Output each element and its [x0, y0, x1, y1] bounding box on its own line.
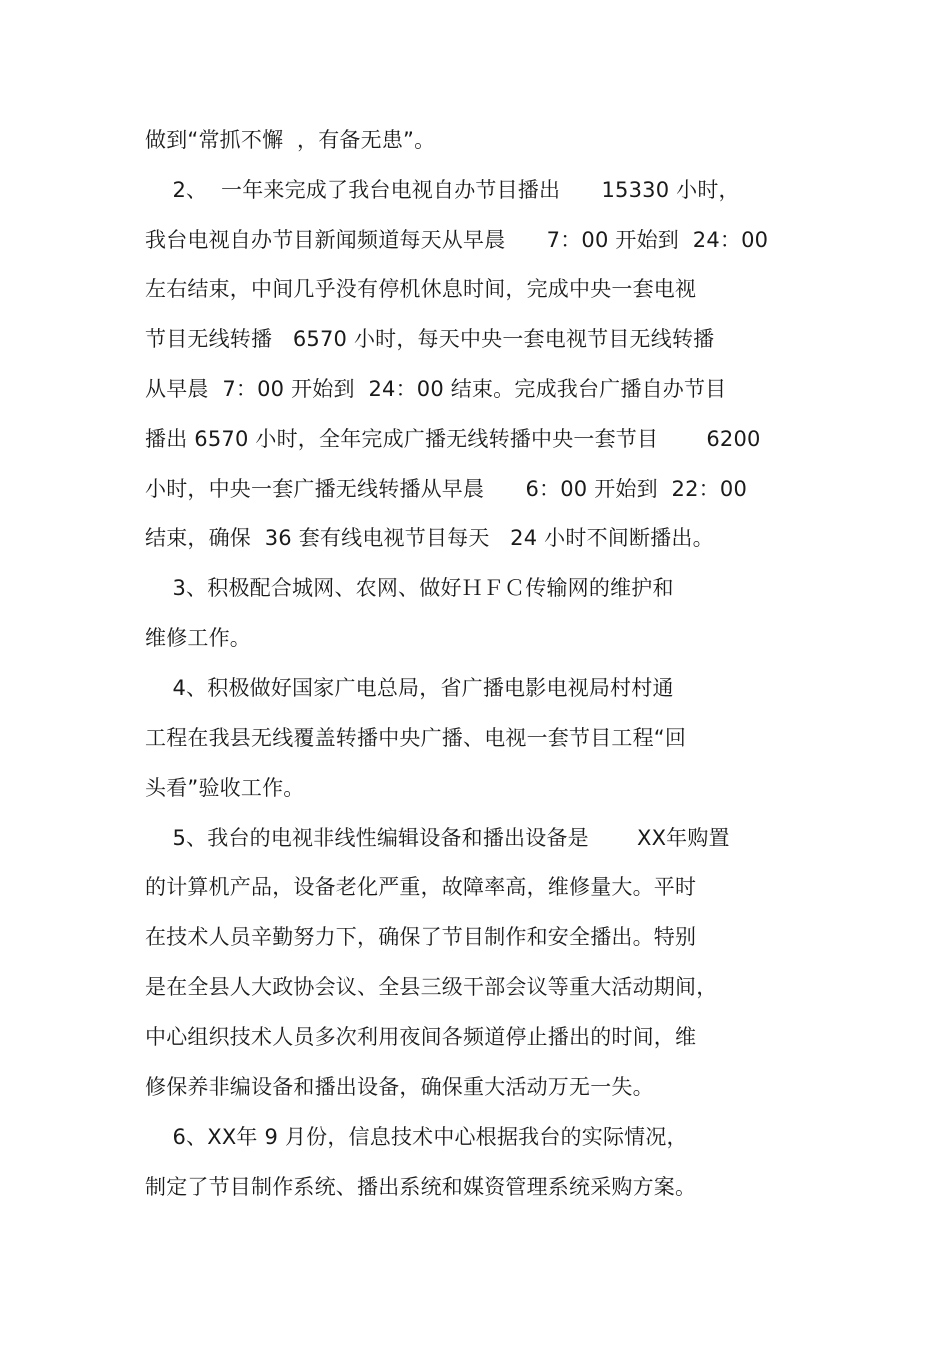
text-line-3: 我台电视自办节目新闻频道每天从早晨 7：00 开始到 24：00	[145, 228, 769, 252]
text-line-5: 节目无线转播 6570 小时，每天中央一套电视节目无线转播	[145, 327, 715, 351]
text-line-18: 是在全县人大政协会议、全县三级干部会议等重大活动期间，	[145, 975, 718, 999]
text-line-10: 3、积极配合城网、农网、做好ＨＦＣ传输网的维护和	[145, 576, 674, 600]
text-line-8: 小时，中央一套广播无线转播从早晨 6：00 开始到 22：00	[145, 477, 748, 501]
text-line-9: 结束，确保 36 套有线电视节目每天 24 小时不间断播出。	[145, 526, 714, 550]
text-line-7: 播出 6570 小时，全年完成广播无线转播中央一套节目 6200	[145, 427, 761, 451]
text-line-6: 从早晨 7：00 开始到 24：00 结束。完成我台广播自办节目	[145, 377, 727, 401]
text-line-15: 5、我台的电视非线性编辑设备和播出设备是 XX年购置	[145, 826, 730, 850]
text-line-1: 做到“常抓不懈 ，有备无患”。	[145, 128, 436, 152]
text-line-16: 的计算机产品，设备老化严重，故障率高，维修量大。平时	[145, 875, 697, 899]
text-line-11: 维修工作。	[145, 626, 251, 650]
text-line-20: 修保养非编设备和播出设备，确保重大活动万无一失。	[145, 1075, 654, 1099]
text-line-22: 制定了节目制作系统、播出系统和媒资管理系统采购方案。	[145, 1175, 697, 1199]
text-line-21: 6、XX年 9 月份，信息技术中心根据我台的实际情况，	[145, 1125, 688, 1149]
text-line-19: 中心组织技术人员多次利用夜间各频道停止播出的时间，维	[145, 1025, 697, 1049]
text-line-14: 头看”验收工作。	[145, 776, 305, 800]
text-line-13: 工程在我县无线覆盖转播中央广播、电视一套节目工程“回	[145, 726, 687, 750]
text-line-2: 2、 一年来完成了我台电视自办节目播出 15330 小时，	[145, 178, 740, 202]
text-line-12: 4、积极做好国家广电总局，省广播电影电视局村村通	[145, 676, 674, 700]
text-line-17: 在技术人员辛勤努力下，确保了节目制作和安全播出。特别	[145, 925, 697, 949]
text-line-4: 左右结束，中间几乎没有停机休息时间，完成中央一套电视	[145, 277, 697, 301]
